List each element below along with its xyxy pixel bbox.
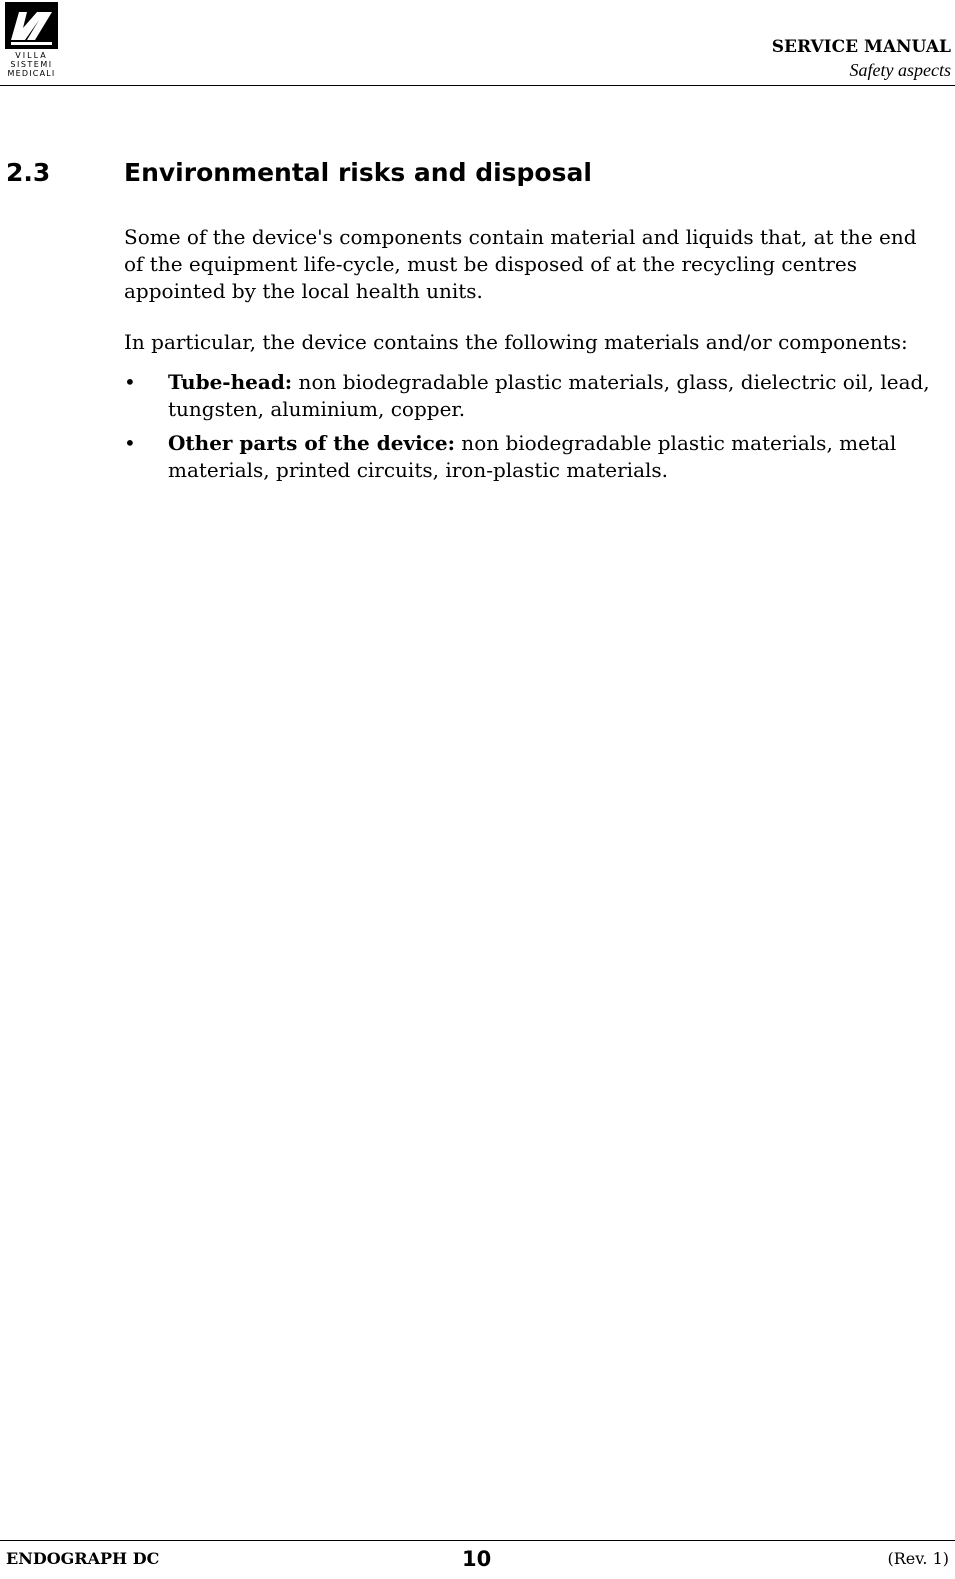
bullet-term: Other parts of the device: — [168, 431, 455, 455]
paragraph: Some of the device's components contain material and liquids that, at the end of the equipment life-cycle, must be disposed of at the recycling centres appointed by the local health units. — [124, 225, 917, 303]
section-title: Environmental risks and disposal — [124, 158, 592, 187]
bullet-text: non biodegradable plastic materials, glass, dielectric oil, lead, tungsten, aluminium, copper. — [168, 370, 930, 421]
company-logo — [5, 2, 59, 80]
paragraph: In particular, the device contains the following materials and/or components: — [124, 330, 908, 354]
manual-title: SERVICE MANUAL — [771, 37, 951, 57]
bullet-icon: • — [124, 431, 136, 455]
bullet-icon: • — [124, 370, 136, 394]
page-header — [772, 36, 951, 82]
chapter-subtitle: Safety aspects — [849, 60, 951, 80]
product-name: ENDOGRAPH DC — [6, 1549, 160, 1568]
logo-text-villa: VILLA — [15, 51, 48, 60]
bullet-text: non biodegradable plastic materials, metal materials, printed circuits, iron-plastic materials. — [168, 431, 897, 482]
logo-text-sistemi: SISTEMI — [10, 60, 53, 69]
materials-list — [124, 369, 936, 484]
page-number: 10 — [462, 1547, 492, 1571]
list-item — [124, 369, 936, 423]
section-number: 2.3 — [6, 158, 51, 187]
list-item — [124, 430, 936, 484]
revision-label: (Rev. 1) — [887, 1549, 949, 1568]
section-body — [124, 224, 936, 491]
header-divider — [0, 85, 955, 86]
logo-text-medicali: MEDICALI — [7, 69, 56, 78]
logo-mark-icon — [5, 2, 58, 49]
bullet-term: Tube-head: — [168, 370, 293, 394]
footer-divider — [0, 1540, 955, 1541]
